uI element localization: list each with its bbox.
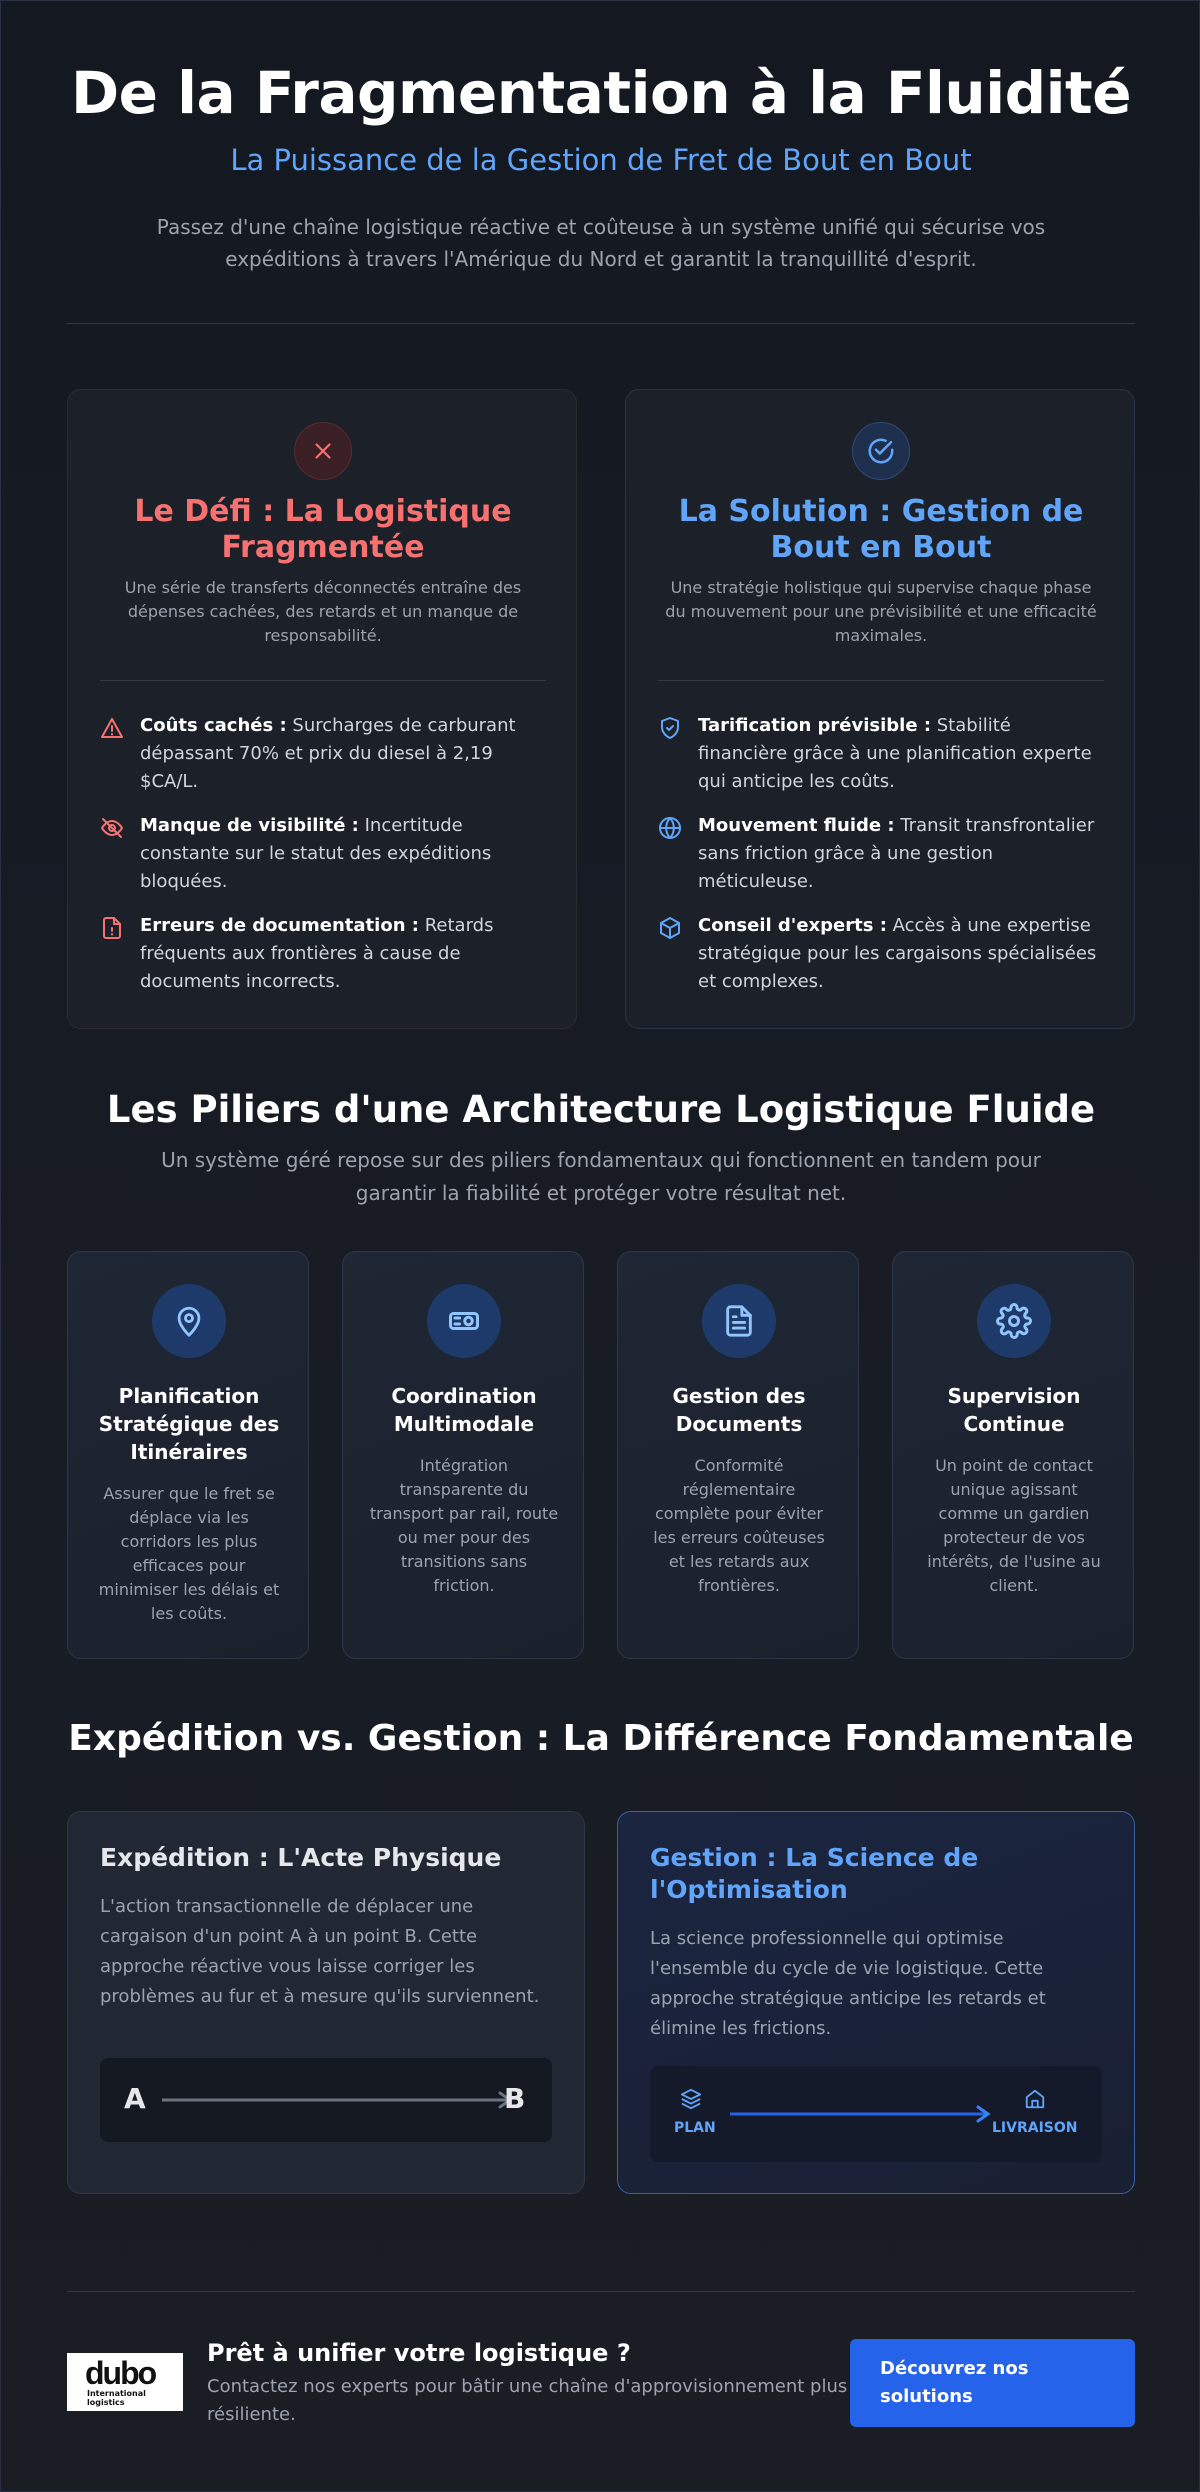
transport-icon: [427, 1284, 501, 1358]
item-label: Coûts cachés :: [140, 715, 287, 736]
challenge-item: [100, 912, 540, 996]
home-icon: [1024, 2088, 1046, 2110]
pillar-text: Assurer que le fret se déplace via les corridors les plus efficaces pour minimiser les délais et les coûts.: [98, 1484, 280, 1623]
logo-tagline: [87, 2389, 146, 2407]
solution-title: La Solution : Gestion de Bout en Bout: [678, 494, 1084, 565]
page-title: De la Fragmentation à la Fluidité: [70, 59, 1132, 127]
pillar-card: [342, 1251, 584, 1659]
cta-button-label-line2: solutions: [880, 2386, 973, 2407]
x-icon: [294, 422, 352, 480]
pillars-title: Les Piliers d'une Architecture Logistique Fluide: [106, 1088, 1096, 1131]
management-track: [650, 2066, 1102, 2162]
delivery-label: LIVRAISON: [992, 2120, 1078, 2136]
check-circle-icon: [852, 422, 910, 480]
discover-solutions-button[interactable]: [850, 2339, 1135, 2427]
challenge-title: Le Défi : La Logistique Fragmentée: [134, 494, 512, 565]
logo-wordmark: dubo: [85, 2355, 156, 2391]
item-label: Manque de visibilité :: [140, 815, 359, 836]
cta-title: Prêt à unifier votre logistique ?: [207, 2339, 631, 2367]
document-icon: [702, 1284, 776, 1358]
pillar-title: Coordination Multimodale: [391, 1384, 537, 1436]
comparison-title: Expédition vs. Gestion : La Différence Fondamentale: [68, 1718, 1134, 1759]
solution-divider: [658, 680, 1104, 681]
management-text: La science professionnelle qui optimise l'ensemble du cycle de vie logistique. Cette approche stratégique anticipe les retards et élimine les frictions.: [650, 1928, 1046, 2039]
pillars-description: Un système géré repose sur des piliers fondamentaux qui fonctionnent en tandem pour garantir la fiabilité et protéger votre résultat net.: [161, 1148, 1041, 1205]
challenge-card: [67, 389, 577, 1029]
pillar-text: Intégration transparente du transport par rail, route ou mer pour des transitions sans friction.: [369, 1456, 559, 1595]
item-label: Tarification prévisible :: [698, 715, 932, 736]
shipping-card: [67, 1811, 585, 2194]
shipping-text: L'action transactionnelle de déplacer une cargaison d'un point A à un point B. Cette approche réactive vous laisse corriger les problèmes au fur et à mesure qu'ils surviennent.: [100, 1896, 540, 2007]
item-text: Transit transfrontalier sans friction grâce à une gestion méticuleuse.: [698, 815, 1095, 892]
pillar-text: Un point de contact unique agissant comme un gardien protecteur de vos intérêts, de l'usine au client.: [927, 1456, 1101, 1595]
pillar-card: [67, 1251, 309, 1659]
cta-text: Contactez nos experts pour bâtir une chaîne d'approvisionnement plus résiliente.: [207, 2376, 848, 2425]
challenge-item: [100, 812, 540, 896]
solution-item: [658, 812, 1098, 896]
warning-icon: [100, 712, 126, 796]
item-label: Erreurs de documentation :: [140, 915, 419, 936]
arrow-right-icon: [160, 2090, 520, 2110]
item-text: Retards fréquents aux frontières à cause de documents incorrects.: [140, 915, 494, 992]
shield-check-icon: [658, 712, 684, 796]
point-b-label: B: [504, 2082, 526, 2115]
globe-icon: [658, 812, 684, 896]
header-divider: [67, 323, 1135, 324]
pillar-title: Gestion des Documents: [672, 1384, 806, 1436]
solution-card: [625, 389, 1135, 1029]
solution-item: [658, 712, 1098, 796]
item-text: Incertitude constante sur le statut des expéditions bloquées.: [140, 815, 492, 892]
item-text: Stabilité financière grâce à une planification experte qui anticipe les coûts.: [698, 715, 1092, 792]
pillar-title: Planification Stratégique des Itinéraires: [98, 1384, 280, 1464]
page-description: Passez d'une chaîne logistique réactive et coûteuse à un système unifié qui sécurise vos expéditions à travers l'Amérique du Nord et garantit la tranquillité d'esprit.: [156, 215, 1046, 271]
item-label: Mouvement fluide :: [698, 815, 895, 836]
logo-tagline-line2: logistics: [87, 2398, 125, 2407]
management-title: Gestion : La Science de l'Optimisation: [650, 1843, 979, 1904]
file-alert-icon: [100, 912, 126, 996]
map-pin-icon: [152, 1284, 226, 1358]
logo-tagline-line1: International: [87, 2389, 146, 2398]
solution-item: [658, 912, 1098, 996]
company-logo: [67, 2353, 183, 2411]
solution-description: Une stratégie holistique qui supervise chaque phase du mouvement pour une prévisibilité et une efficacité maximales.: [665, 578, 1097, 645]
challenge-item: [100, 712, 540, 796]
eye-off-icon: [100, 812, 126, 896]
shipping-track: [100, 2058, 552, 2142]
footer-divider: [67, 2291, 1135, 2292]
arrow-right-icon: [728, 2104, 998, 2124]
pillar-title: Supervision Continue: [947, 1384, 1081, 1436]
challenge-divider: [100, 680, 546, 681]
layers-icon: [680, 2088, 702, 2110]
point-a-label: A: [124, 2082, 146, 2115]
plan-label: PLAN: [674, 2120, 716, 2136]
pillar-text: Conformité réglementaire complète pour éviter les erreurs coûteuses et les retards aux frontières.: [653, 1456, 825, 1595]
item-label: Conseil d'experts :: [698, 915, 887, 936]
cta-button-label-line1: Découvrez nos: [880, 2358, 1029, 2379]
shipping-title: Expédition : L'Acte Physique: [100, 1843, 502, 1872]
item-text: Accès à une expertise stratégique pour les cargaisons spécialisées et complexes.: [698, 915, 1097, 992]
item-text: Surcharges de carburant dépassant 70% et prix du diesel à 2,19 $CA/L.: [140, 715, 516, 792]
management-card: [617, 1811, 1135, 2194]
gear-icon: [977, 1284, 1051, 1358]
box-icon: [658, 912, 684, 996]
page-subtitle: La Puissance de la Gestion de Fret de Bout en Bout: [230, 143, 972, 177]
pillar-card: [617, 1251, 859, 1659]
challenge-description: Une série de transferts déconnectés entraîne des dépenses cachées, des retards et un manque de responsabilité.: [124, 578, 522, 645]
pillar-card: [892, 1251, 1134, 1659]
